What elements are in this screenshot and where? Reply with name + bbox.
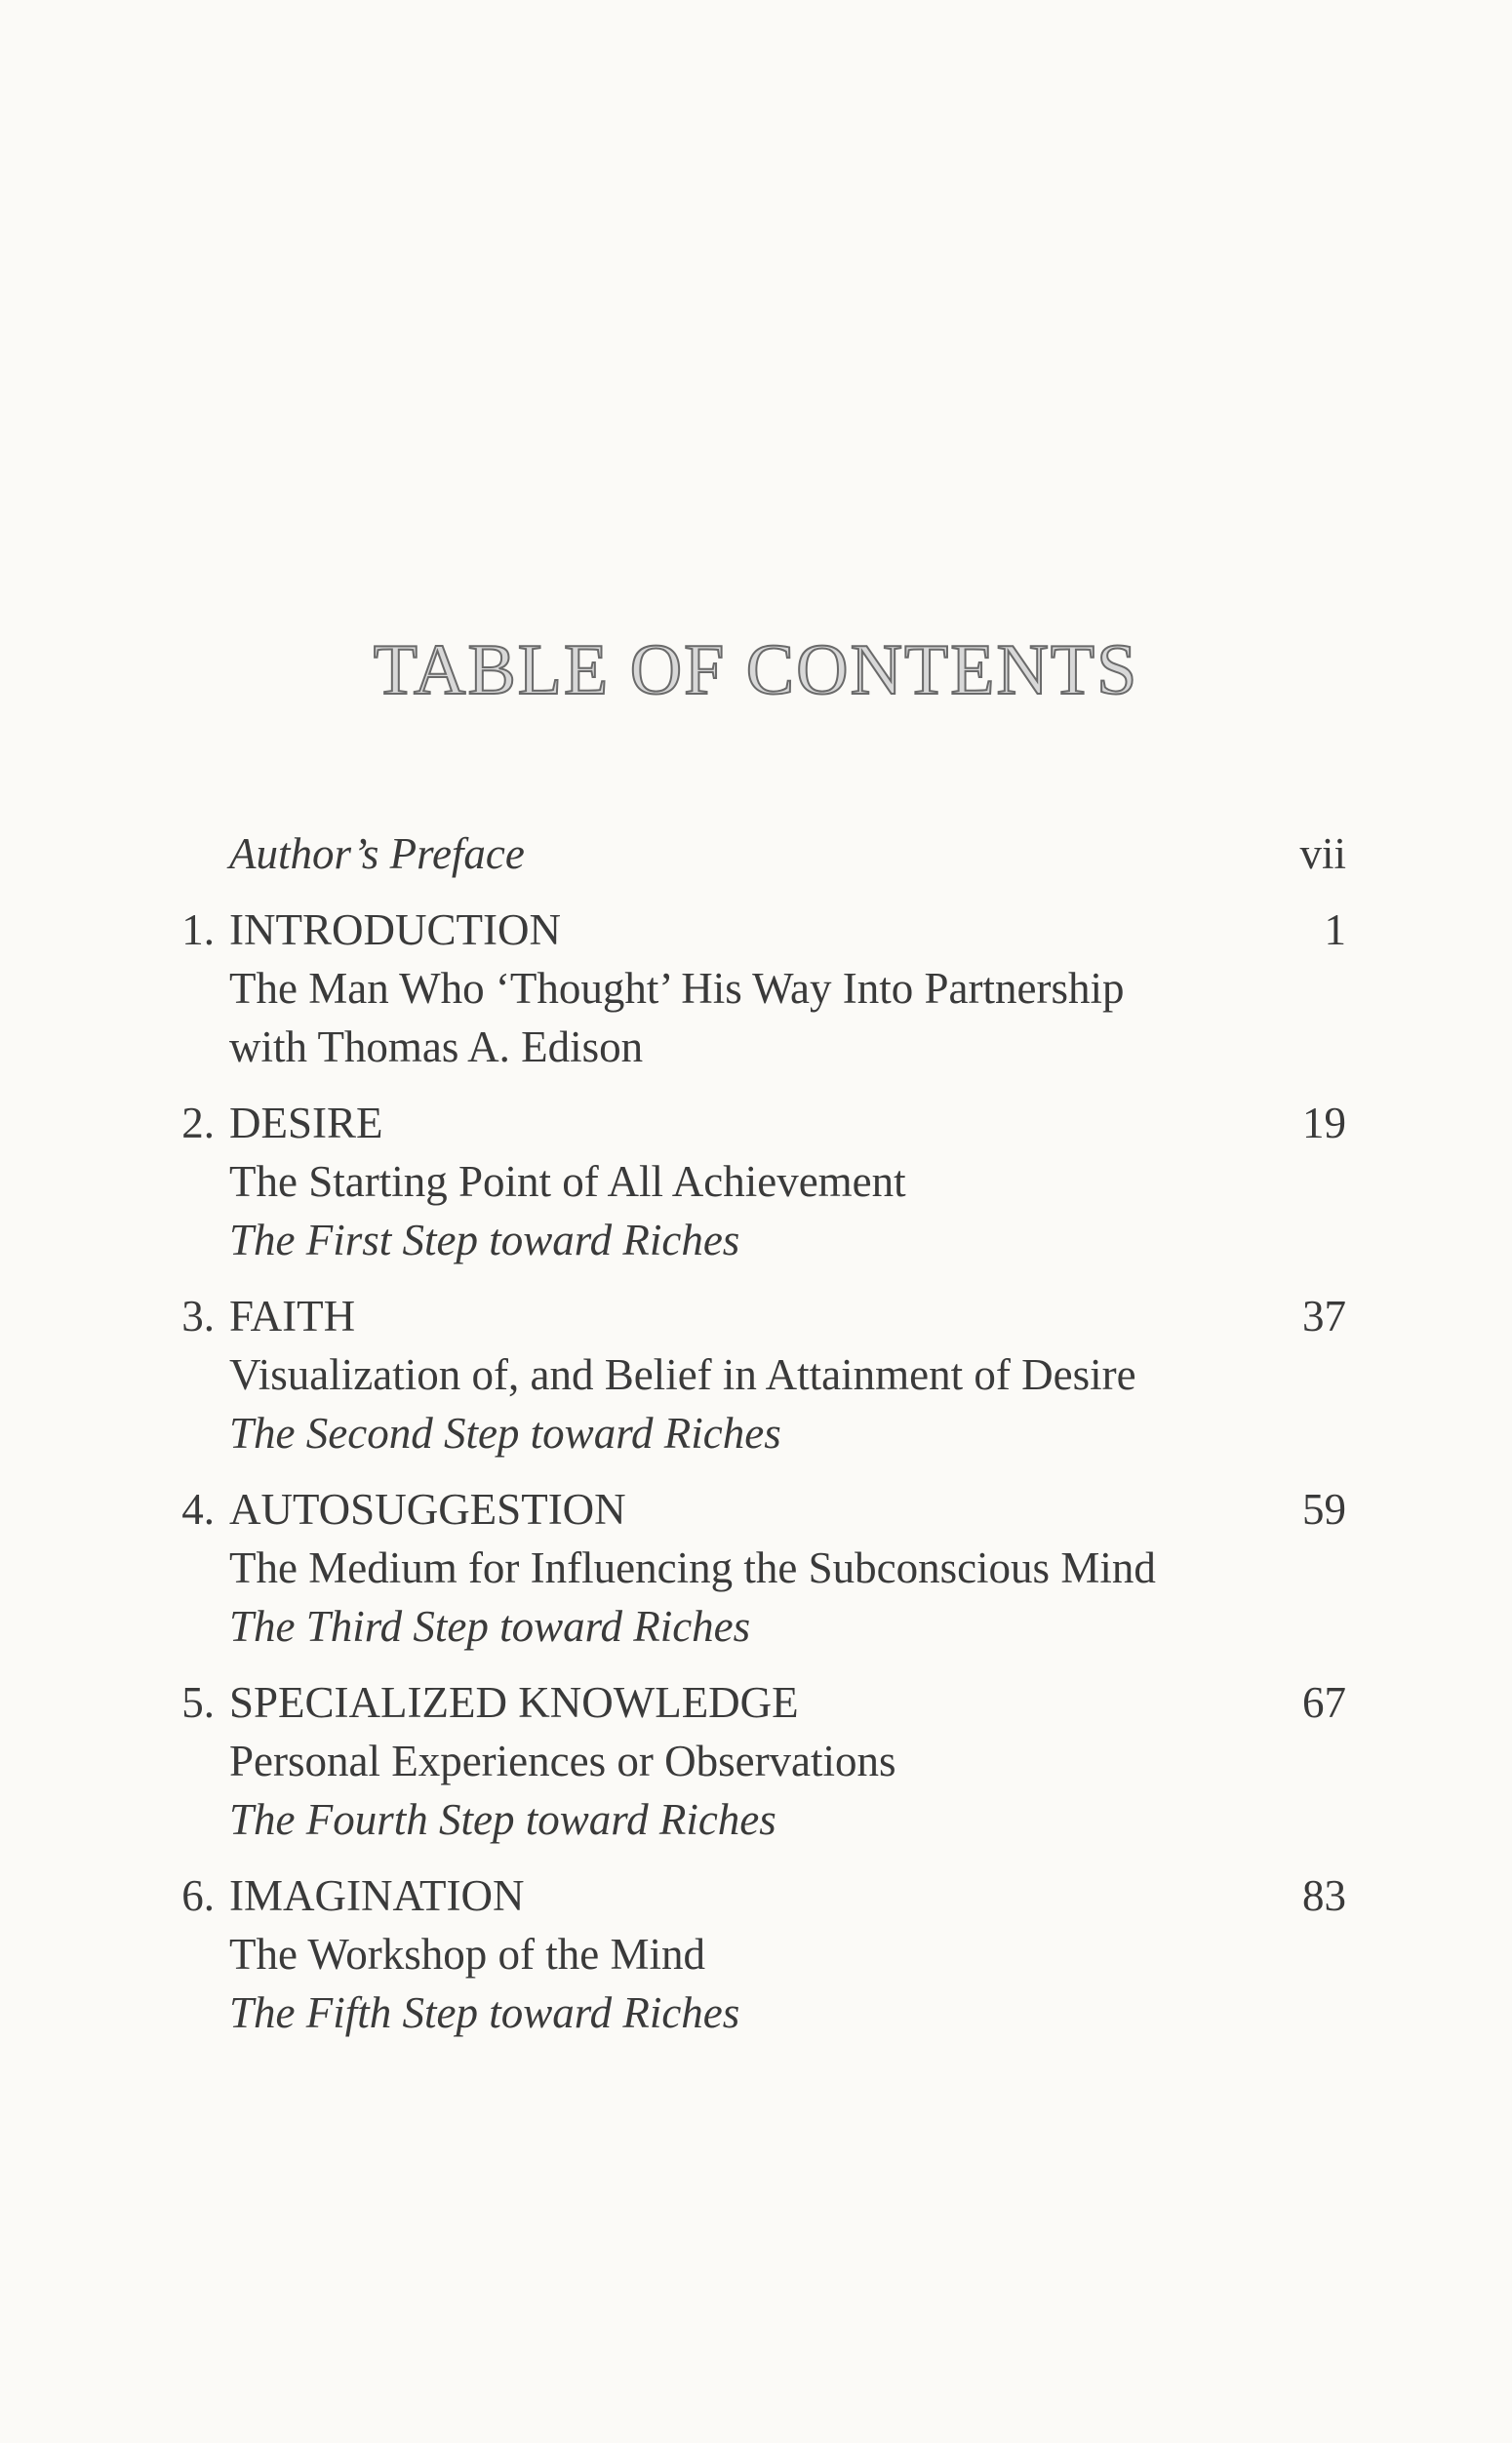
toc-entry-subtitle: The Medium for Influencing the Subconscious Mind bbox=[229, 1543, 1156, 1592]
toc-entry-heading bbox=[156, 1287, 1346, 1345]
toc-entry-heading bbox=[156, 1480, 1346, 1539]
toc-entry-subtitle: with Thomas A. Edison bbox=[229, 1022, 644, 1071]
toc-entry-page: 83 bbox=[1302, 1871, 1346, 1920]
toc-entry-page: 59 bbox=[1302, 1485, 1346, 1534]
toc-entry-page: 67 bbox=[1302, 1678, 1346, 1727]
toc-entry-step: The First Step toward Riches bbox=[229, 1216, 740, 1264]
toc-entry-number: 1. bbox=[181, 905, 215, 954]
toc-entry-number: 6. bbox=[181, 1871, 215, 1920]
toc-entry-number: 2. bbox=[181, 1099, 215, 1147]
toc-entry bbox=[156, 901, 1346, 1076]
toc-preface-line bbox=[156, 824, 1346, 883]
toc-entry-title: INTRODUCTION bbox=[229, 905, 561, 954]
toc-entry-subtitle: Personal Experiences or Observations bbox=[229, 1737, 896, 1785]
toc-entry-subtitle: The Workshop of the Mind bbox=[229, 1930, 705, 1979]
toc-entry-heading bbox=[156, 1673, 1346, 1732]
toc-entry-page: 37 bbox=[1302, 1292, 1346, 1341]
toc-entry-step: The Fifth Step toward Riches bbox=[229, 1988, 740, 2037]
toc-entry-title: AUTOSUGGESTION bbox=[229, 1485, 626, 1534]
table-of-contents bbox=[156, 824, 1346, 2060]
toc-entry bbox=[156, 1480, 1346, 1656]
toc-preface-page: vii bbox=[1299, 829, 1346, 878]
toc-entry-subtitle: Visualization of, and Belief in Attainment of Desire bbox=[229, 1350, 1136, 1399]
toc-entry-heading bbox=[156, 1094, 1346, 1152]
toc-entry-title: IMAGINATION bbox=[229, 1871, 525, 1920]
toc-entry bbox=[156, 1094, 1346, 1269]
toc-entry-subtitle: The Starting Point of All Achievement bbox=[229, 1157, 906, 1206]
toc-entry-page: 19 bbox=[1302, 1099, 1346, 1147]
toc-entry bbox=[156, 1673, 1346, 1849]
toc-entry-title: SPECIALIZED KNOWLEDGE bbox=[229, 1678, 799, 1727]
toc-entry bbox=[156, 1866, 1346, 2042]
toc-entry-step: The Third Step toward Riches bbox=[229, 1602, 751, 1651]
toc-entry-heading bbox=[156, 1866, 1346, 1925]
toc-entry-number: 4. bbox=[181, 1485, 215, 1534]
page-title: TABLE OF CONTENTS bbox=[373, 630, 1139, 710]
toc-entry-title: DESIRE bbox=[229, 1099, 383, 1147]
toc-entry-subtitle: The Man Who ‘Thought’ His Way Into Partnership bbox=[229, 964, 1125, 1013]
toc-entry-preface bbox=[156, 824, 1346, 883]
toc-entry-number: 5. bbox=[181, 1678, 215, 1727]
toc-entry-heading bbox=[156, 901, 1346, 959]
toc-entry bbox=[156, 1287, 1346, 1462]
toc-preface-title: Author’s Preface bbox=[229, 829, 525, 878]
toc-entry-step: The Fourth Step toward Riches bbox=[229, 1795, 776, 1844]
toc-entry-step: The Second Step toward Riches bbox=[229, 1409, 781, 1458]
toc-entry-page: 1 bbox=[1324, 905, 1346, 954]
toc-entry-number: 3. bbox=[181, 1292, 215, 1341]
toc-entry-title: FAITH bbox=[229, 1292, 356, 1341]
